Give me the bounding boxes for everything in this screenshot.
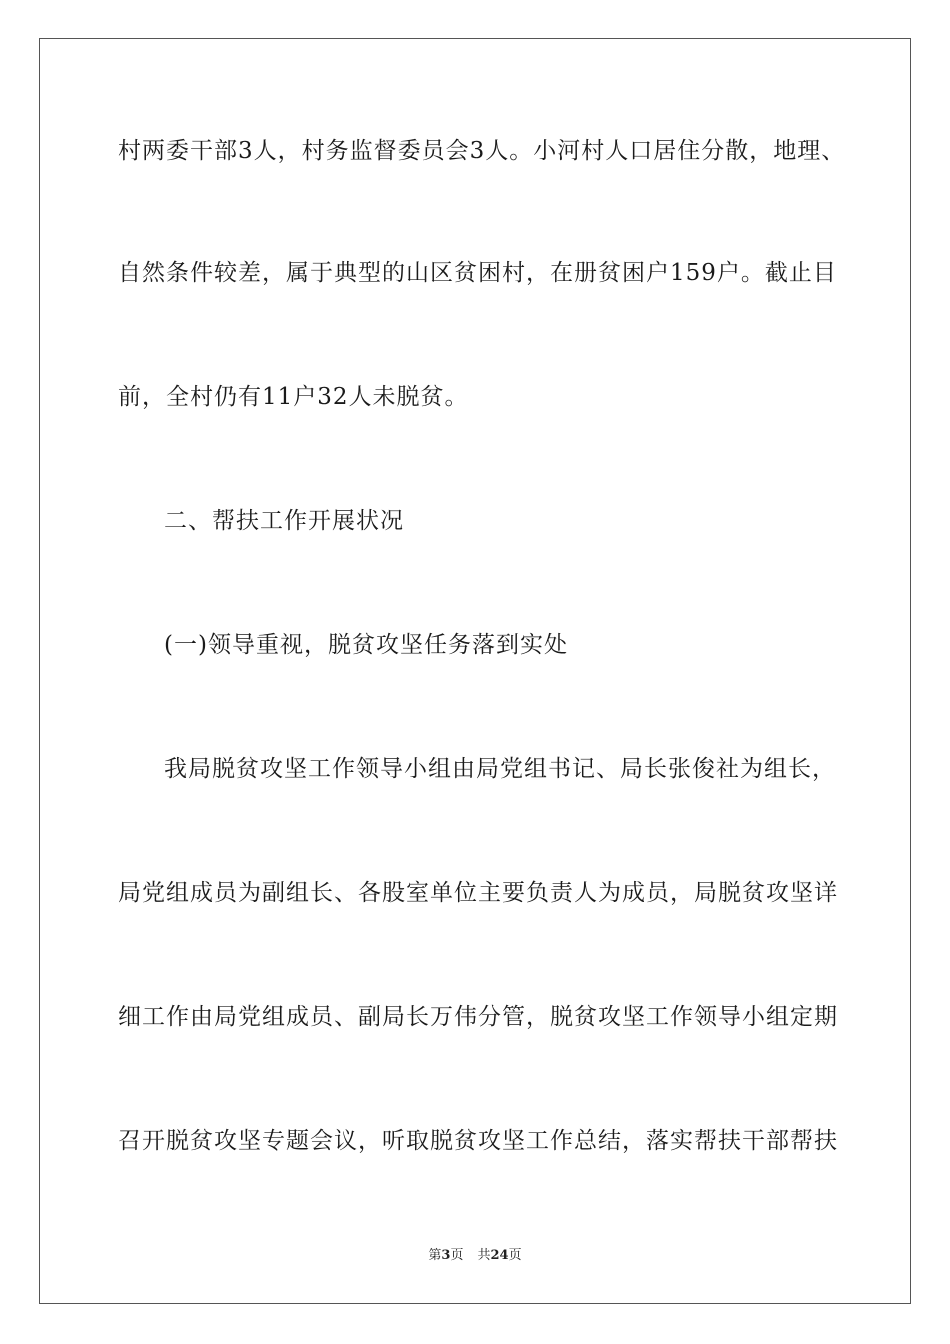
body-text-line: 自然条件较差，属于典型的山区贫困村，在册贫困户159户。截止目 bbox=[118, 260, 837, 286]
body-text-line: 前，全村仍有11户32人未脱贫。 bbox=[118, 384, 469, 410]
total-pages: 24 bbox=[490, 1248, 509, 1263]
body-text-line: 我局脱贫攻坚工作领导小组由局党组书记、局长张俊社为组长， bbox=[164, 756, 836, 782]
page-footer bbox=[0, 1247, 950, 1265]
subsection-heading: (一)领导重视，脱贫攻坚任务落到实处 bbox=[164, 632, 568, 658]
page-number: 3 bbox=[441, 1248, 451, 1263]
total-suffix: 页 bbox=[508, 1248, 522, 1263]
body-text-line: 村两委干部3人，村务监督委员会3人。小河村人口居住分散，地理、 bbox=[118, 138, 846, 164]
total-prefix: 共 bbox=[477, 1248, 491, 1263]
page-border bbox=[39, 38, 911, 1304]
page-prefix: 第 bbox=[428, 1248, 442, 1263]
body-text-line: 召开脱贫攻坚专题会议，听取脱贫攻坚工作总结，落实帮扶干部帮扶 bbox=[118, 1128, 838, 1154]
body-text-line: 细工作由局党组成员、副局长万伟分管，脱贫攻坚工作领导小组定期 bbox=[118, 1004, 838, 1030]
body-text-line: 局党组成员为副组长、各股室单位主要负责人为成员，局脱贫攻坚详 bbox=[118, 880, 838, 906]
section-heading: 二、帮扶工作开展状况 bbox=[164, 508, 404, 534]
page-suffix: 页 bbox=[450, 1248, 464, 1263]
